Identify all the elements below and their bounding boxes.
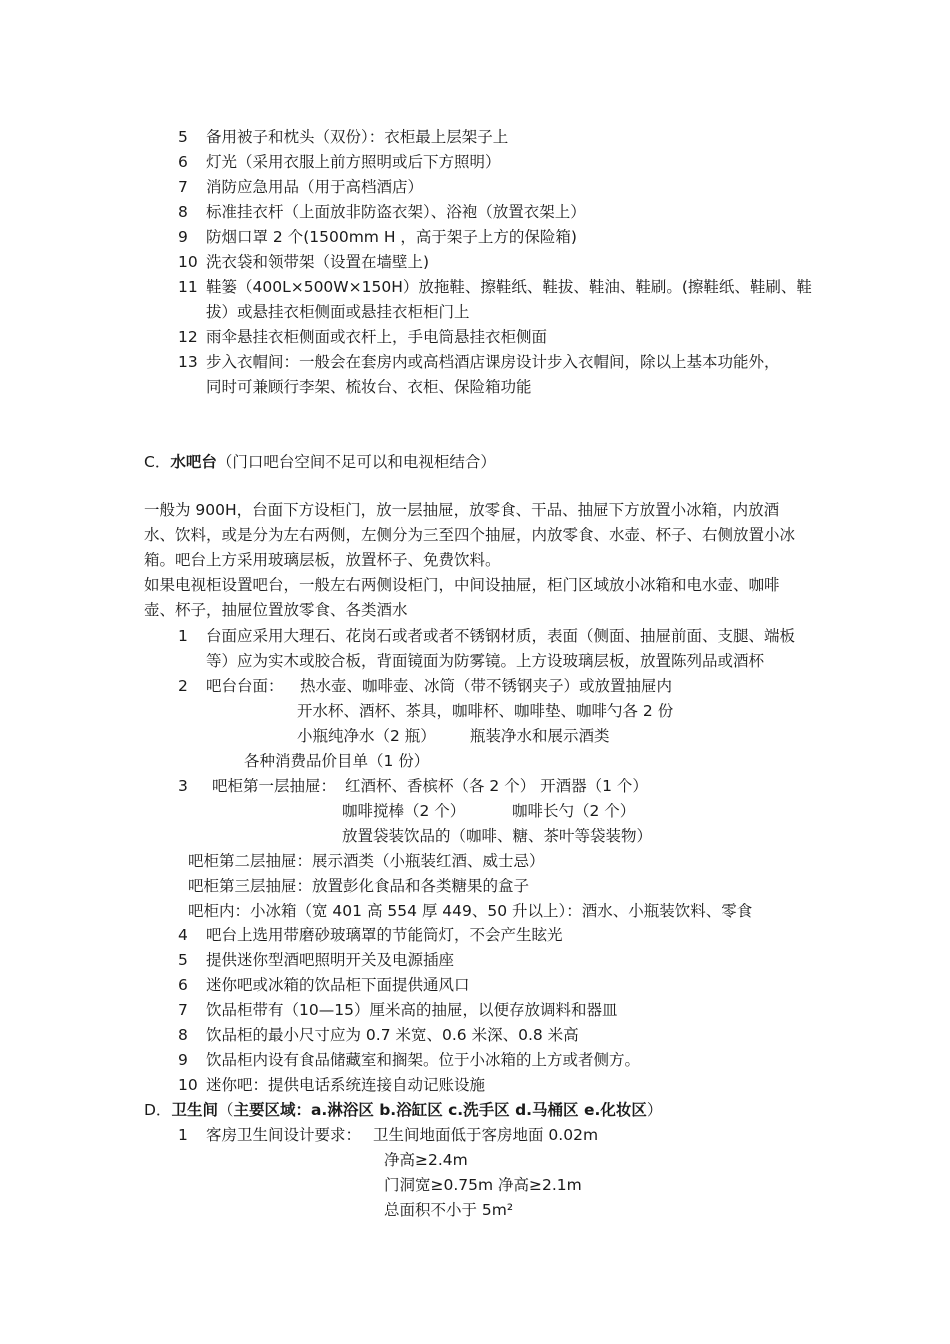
item-detail: 开水杯、酒杯、茶具，咖啡杯、咖啡垫、咖啡勺各 2 份 bbox=[297, 702, 674, 720]
item-detail: 吧柜内：小冰箱（宽 401 高 554 厚 449、50 升以上）：酒水、小瓶装饮料、零食 bbox=[188, 902, 753, 920]
paren-close: ） bbox=[646, 1101, 663, 1119]
list-number: 6 bbox=[178, 153, 188, 171]
section-note: （门口吧台空间不足可以和电视柜结合） bbox=[216, 453, 496, 471]
list-item: 灯光（采用衣服上前方照明或后下方照明） bbox=[206, 153, 501, 171]
list-number: 2 bbox=[178, 677, 188, 695]
paragraph-line: 水、饮料，或是分为左右两侧，左侧分为三至四个抽屉，内放零食、水壶、杯子、右侧放置小冰 bbox=[144, 526, 796, 544]
list-number: 8 bbox=[178, 203, 188, 221]
item-detail: 热水壶、咖啡壶、冰筒（带不锈钢夹子）或放置抽屉内 bbox=[300, 677, 673, 695]
item-detail: 咖啡长勺（2 个） bbox=[512, 802, 636, 820]
section-areas: 主要区域：a.淋浴区 b.浴缸区 c.洗手区 d.马桶区 e.化妆区 bbox=[233, 1101, 647, 1119]
section-prefix: D． bbox=[144, 1101, 172, 1119]
section-c-heading bbox=[144, 452, 496, 472]
paragraph-line: 壶、杯子，抽屉位置放零食、各类酒水 bbox=[144, 601, 408, 619]
list-item-continuation: 同时可兼顾行李架、梳妆台、衣柜、保险箱功能 bbox=[206, 378, 532, 396]
list-number: 10 bbox=[178, 1076, 198, 1094]
list-number: 4 bbox=[178, 926, 188, 944]
item-detail: 总面积不小于 5m² bbox=[384, 1201, 514, 1219]
list-number: 6 bbox=[178, 976, 188, 994]
item-detail: 放置袋装饮品的（咖啡、糖、茶叶等袋装物） bbox=[342, 827, 653, 845]
item-detail: 吧柜第三层抽屉：放置彭化食品和各类糖果的盒子 bbox=[188, 877, 530, 895]
item-detail: 净高≥2.4m bbox=[384, 1151, 468, 1169]
item-detail: 咖啡搅棒（2 个） bbox=[342, 802, 466, 820]
item-detail: 卫生间地面低于客房地面 0.02m bbox=[373, 1126, 599, 1144]
item-detail: 各种消费品价目单（1 份） bbox=[244, 752, 430, 770]
list-item: 迷你吧或冰箱的饮品柜下面提供通风口 bbox=[206, 976, 470, 994]
item-label: 吧台台面： bbox=[206, 677, 284, 695]
section-d-heading bbox=[144, 1100, 662, 1120]
list-number: 12 bbox=[178, 328, 198, 346]
list-item: 台面应采用大理石、花岗石或者或者不锈钢材质，表面（侧面、抽屉前面、支腿、端板 bbox=[206, 627, 796, 645]
item-label: 客房卫生间设计要求： bbox=[206, 1126, 362, 1144]
list-item: 吧台上选用带磨砂玻璃罩的节能筒灯，不会产生眩光 bbox=[206, 926, 563, 944]
list-item: 备用被子和枕头（双份）：衣柜最上层架子上 bbox=[206, 128, 509, 146]
list-item: 饮品柜带有（10—15）厘米高的抽屉，以便存放调料和器皿 bbox=[206, 1001, 618, 1019]
list-number: 9 bbox=[178, 1051, 188, 1069]
list-number: 13 bbox=[178, 353, 198, 371]
list-item: 标准挂衣杆（上面放非防盗衣架）、浴袍（放置衣架上） bbox=[206, 203, 586, 221]
list-item: 迷你吧：提供电话系统连接自动记账设施 bbox=[206, 1076, 486, 1094]
list-number: 1 bbox=[178, 1126, 188, 1144]
list-number: 11 bbox=[178, 278, 198, 296]
list-number: 3 bbox=[178, 777, 188, 795]
list-number: 1 bbox=[178, 627, 188, 645]
item-label: 吧柜第一层抽屉： bbox=[212, 777, 337, 795]
list-number: 10 bbox=[178, 253, 198, 271]
list-item: 饮品柜内设有食品储藏室和搁架。位于小冰箱的上方或者侧方。 bbox=[206, 1051, 641, 1069]
list-number: 7 bbox=[178, 1001, 188, 1019]
item-detail: 小瓶纯净水（2 瓶） bbox=[297, 727, 436, 745]
item-detail: 红酒杯、香槟杯（各 2 个） 开酒器（1 个） bbox=[345, 777, 648, 795]
list-number: 5 bbox=[178, 128, 188, 146]
list-number: 7 bbox=[178, 178, 188, 196]
list-item-continuation: 等）应为实木或胶合板，背面镜面为防雾镜。上方设玻璃层板，放置陈列品或酒杯 bbox=[206, 652, 765, 670]
item-detail: 门洞宽≥0.75m 净高≥2.1m bbox=[384, 1176, 582, 1194]
item-detail: 吧柜第二层抽屉：展示酒类（小瓶装红酒、威士忌） bbox=[188, 852, 545, 870]
paren-open: （ bbox=[217, 1101, 234, 1119]
list-item: 步入衣帽间：一般会在套房内或高档酒店课房设计步入衣帽间，除以上基本功能外， bbox=[206, 353, 780, 371]
list-item: 饮品柜的最小尺寸应为 0.7 米宽、0.6 米深、0.8 米高 bbox=[206, 1026, 579, 1044]
list-item: 鞋篓（400L×500W×150H）放拖鞋、擦鞋纸、鞋拔、鞋油、鞋刷。(擦鞋纸、鞋刷、鞋 bbox=[206, 278, 812, 296]
list-number: 8 bbox=[178, 1026, 188, 1044]
list-number: 9 bbox=[178, 228, 188, 246]
paragraph-line: 如果电视柜设置吧台，一般左右两侧设柜门，中间设抽屉，柜门区域放小冰箱和电水壶、咖啡 bbox=[144, 576, 780, 594]
section-prefix: C． bbox=[144, 453, 171, 471]
paragraph-line: 一般为 900H，台面下方设柜门，放一层抽屉，放零食、干品、抽屉下方放置小冰箱，内放酒 bbox=[144, 501, 780, 519]
item-detail: 瓶装净水和展示酒类 bbox=[470, 727, 610, 745]
list-number: 5 bbox=[178, 951, 188, 969]
paragraph-line: 箱。吧台上方采用玻璃层板，放置杯子、免费饮料。 bbox=[144, 551, 501, 569]
list-item-continuation: 拔）或悬挂衣柜侧面或悬挂衣柜柜门上 bbox=[206, 303, 470, 321]
section-title: 水吧台 bbox=[170, 453, 217, 471]
list-item: 提供迷你型酒吧照明开关及电源插座 bbox=[206, 951, 455, 969]
section-title: 卫生间 bbox=[171, 1101, 218, 1119]
list-item: 雨伞悬挂衣柜侧面或衣杆上，手电筒悬挂衣柜侧面 bbox=[206, 328, 548, 346]
list-item: 防烟口罩 2 个(1500mm H ，高于架子上方的保险箱) bbox=[206, 228, 577, 246]
list-item: 洗衣袋和领带架（设置在墙壁上) bbox=[206, 253, 430, 271]
list-item: 消防应急用品（用于高档酒店） bbox=[206, 178, 424, 196]
